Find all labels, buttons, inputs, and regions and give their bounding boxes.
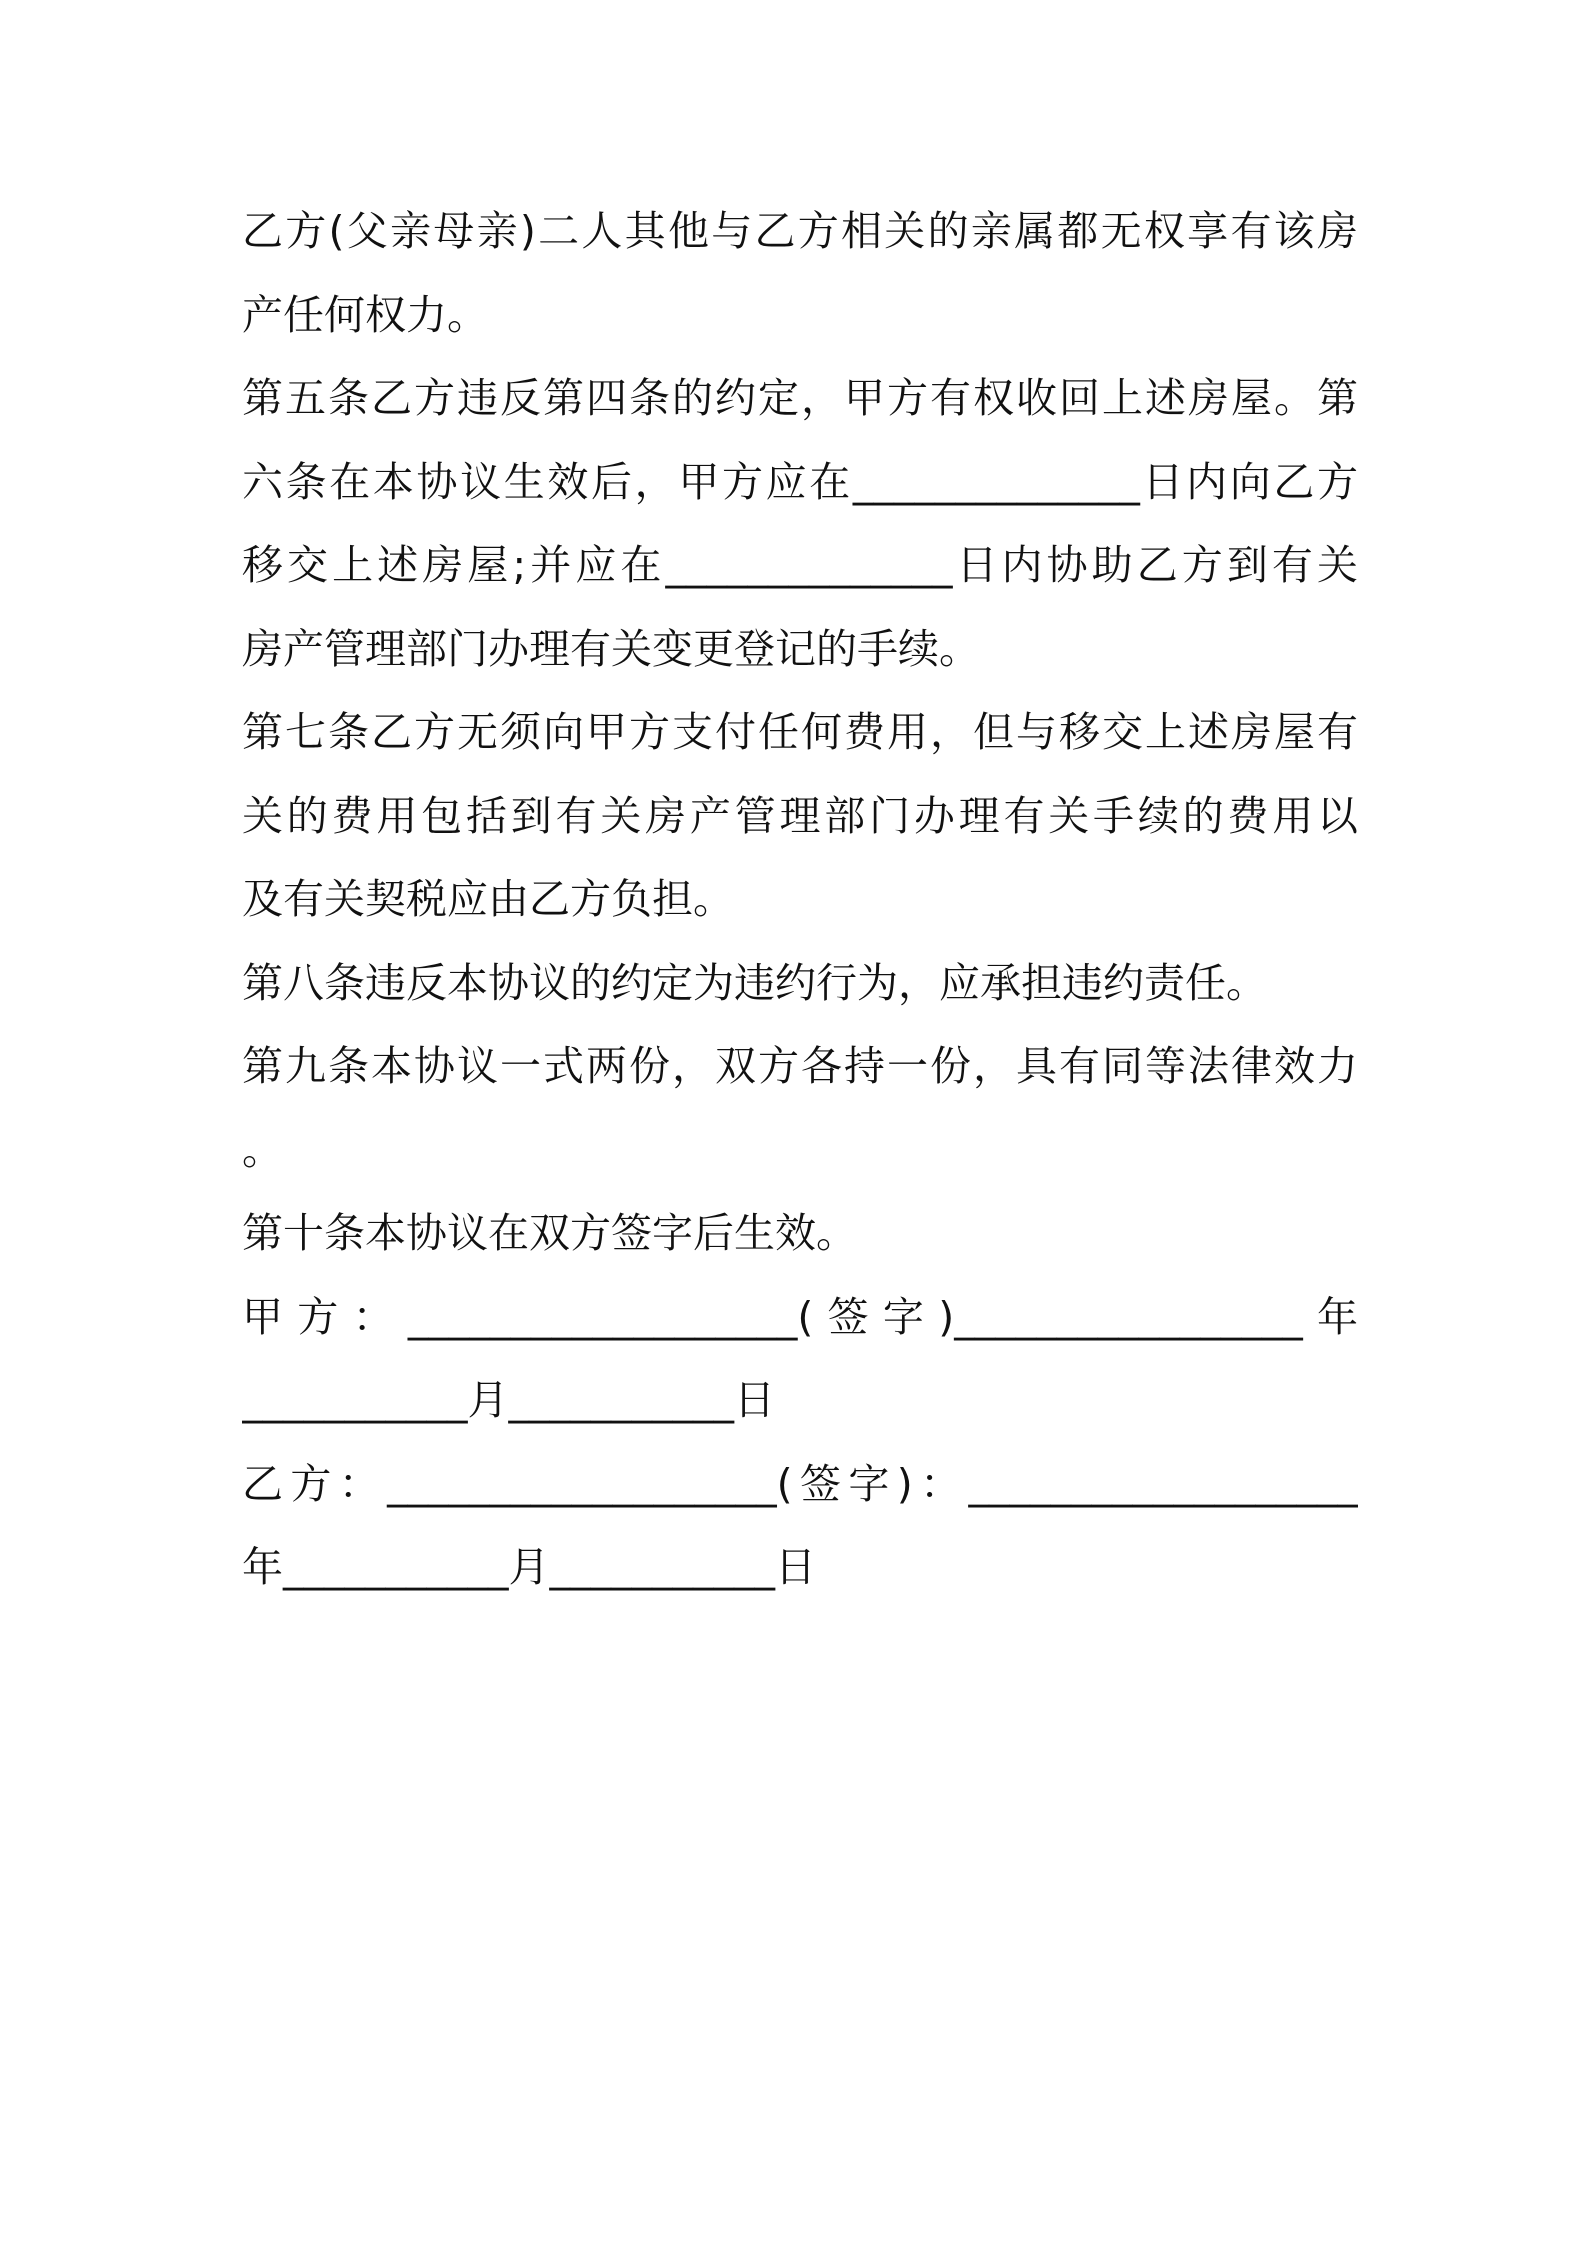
text-line-2: 产任何权力。 (242, 290, 488, 339)
text-line-4: 六条在本协议生效后，甲方应在______________日内向乙方 (242, 457, 1358, 506)
document-body (242, 190, 1358, 1610)
text-line-3: 第五条乙方违反第四条的约定，甲方有权收回上述房屋。第 (242, 374, 1358, 422)
signature-line-party-a: 甲方：___________________(签字)_________________年 (242, 1292, 1358, 1341)
text-line-11: 第九条本协议一式两份，双方各持一份，具有同等法律效力 (242, 1042, 1358, 1090)
text-line-12: 。 (242, 1125, 283, 1174)
text-line-10: 第八条违反本协议的约定为违约行为，应承担违约责任。 (242, 958, 1267, 1007)
text-line-6: 房产管理部门办理有关变更登记的手续。 (242, 624, 980, 673)
text-line-7: 第七条乙方无须向甲方支付任何费用，但与移交上述房屋有 (242, 708, 1358, 756)
text-line-9: 及有关契税应由乙方负担。 (242, 875, 734, 923)
date-line-party-b: 年___________月___________日 (242, 1543, 816, 1591)
text-line-13: 第十条本协议在双方签字后生效。 (242, 1209, 857, 1257)
signature-line-party-b: 乙方：___________________(签字)：___________________ (242, 1459, 1358, 1508)
date-line-party-a: ___________月___________日 (242, 1376, 775, 1424)
text-line-1: 乙方(父亲母亲)二人其他与乙方相关的亲属都无权享有该房 (242, 207, 1358, 255)
text-line-8: 关的费用包括到有关房产管理部门办理有关手续的费用以 (242, 791, 1358, 840)
text-line-5: 移交上述房屋;并应在______________日内协助乙方到有关 (242, 541, 1358, 589)
